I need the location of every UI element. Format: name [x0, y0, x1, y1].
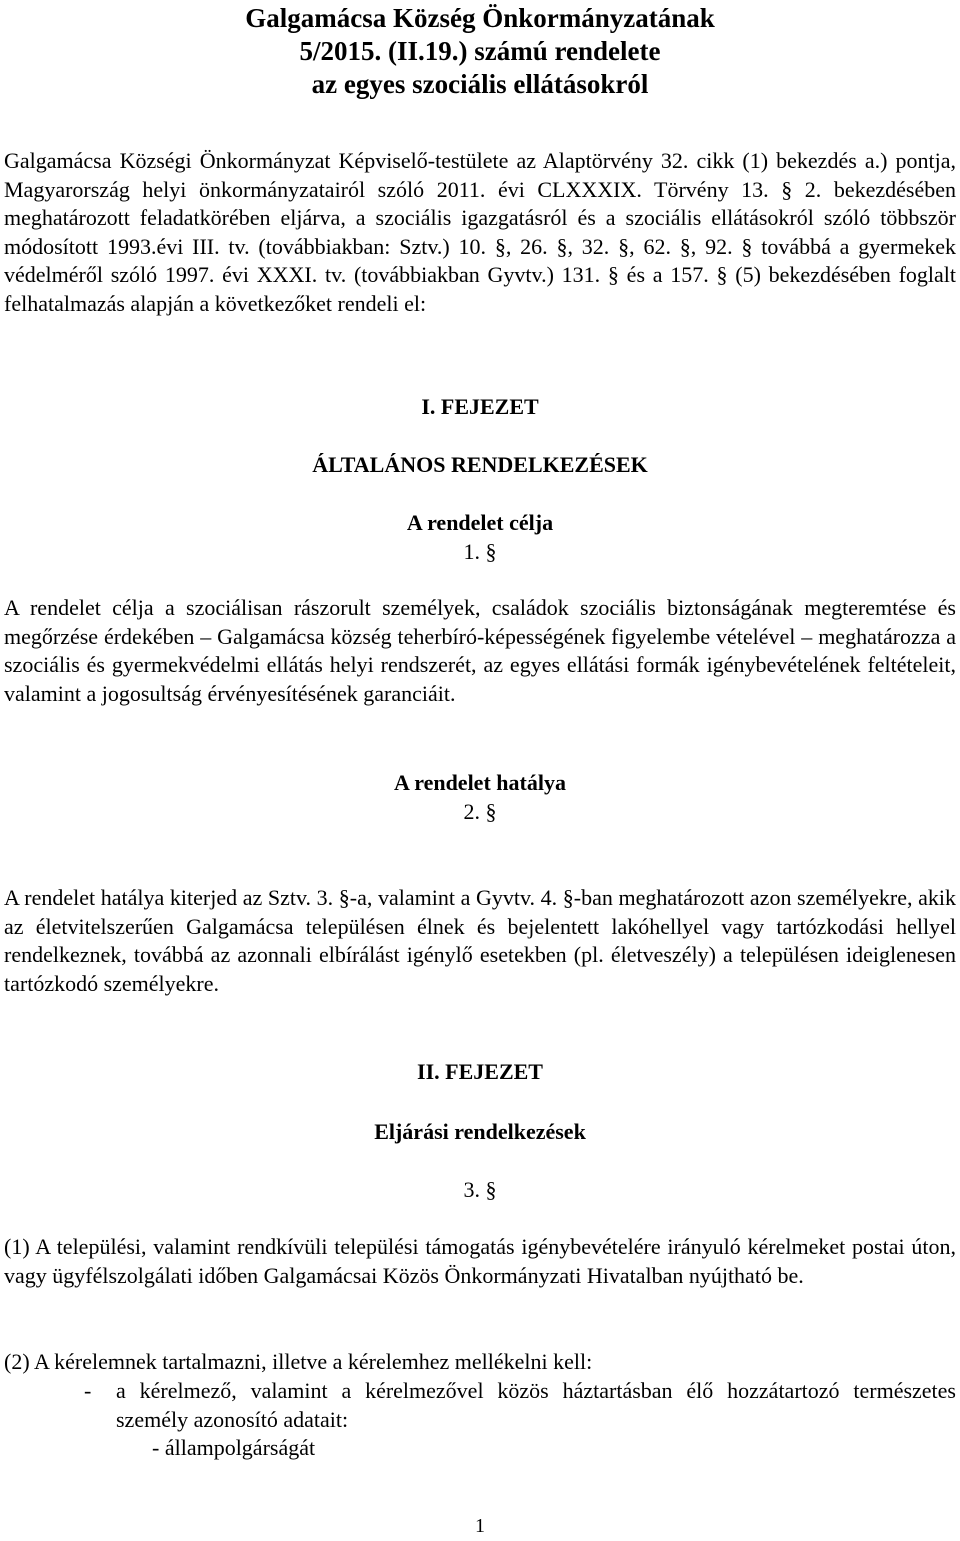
- section-2-heading: A rendelet hatálya: [394, 770, 566, 795]
- section-1-text: A rendelet célja a szociálisan rászorult személyek, családok szociális biztonságának megteremtése és megőrzése érdekében – Galgamácsa község teherbíró-képességének figyelembe vételével – meghatározza a szociális és gyermekvédelmi ellátás helyi rendszerét, az egyes ellátási formák igénybevételének feltételeit, valamint a jogosultság érvényesítésének garanciáit.: [4, 595, 956, 706]
- title-line-3: az egyes szociális ellátásokról: [311, 69, 649, 99]
- section-3-number: 3. §: [463, 1177, 497, 1202]
- section-3-para-2: (2) A kérelemnek tartalmazni, illetve a kérelemhez mellékelni kell:: [4, 1349, 593, 1374]
- chapter-2-label: II. FEJEZET: [417, 1059, 543, 1084]
- section-1-heading: A rendelet célja: [406, 510, 554, 535]
- list-dash: -: [84, 1378, 92, 1403]
- section-3-para-1: (1) A települési, valamint rendkívüli települési támogatás igénybevételére irányuló kérelmeket postai úton, vagy ügyfélszolgálati időben Galgamácsai Közös Önkormányzati Hivatalban nyújtható be.: [4, 1234, 956, 1288]
- chapter-1-label: I. FEJEZET: [421, 394, 539, 419]
- chapter-1-title: ÁLTALÁNOS RENDELKEZÉSEK: [312, 452, 648, 477]
- preamble: Galgamácsa Községi Önkormányzat Képviselő-testülete az Alaptörvény 32. cikk (1) bekezdés a.) pontja, Magyarország helyi önkormányzatairól szóló 2011. évi CLXXXIX. Törvény 13. § 2. bekezdésében meghatározott feladatkörében eljárva, a szociális igazgatásról és a szociális ellátásokról szóló többször módosított 1993.évi III. tv. (továbbiakban: Sztv.) 10. §, 26. §, 32. §, 62. §, 92. § továbbá a gyermekek védelméről szóló 1997. évi XXXI. tv. (továbbiakban Gyvtv.) 131. § és a 157. § (5) bekezdésében foglalt felhatalmazás alapján a következőket rendeli el:: [4, 148, 956, 316]
- title-line-2: 5/2015. (II.19.) számú rendelete: [299, 36, 661, 66]
- list-sub-item: - állampolgárságát: [152, 1435, 316, 1460]
- title-line-1: Galgamácsa Község Önkormányzatának: [245, 3, 715, 33]
- page-number: 1: [475, 1515, 485, 1537]
- section-2-number: 2. §: [463, 799, 497, 824]
- section-1-number: 1. §: [463, 539, 497, 564]
- document-page: [4, 0, 956, 1541]
- section-2-text: A rendelet hatálya kiterjed az Sztv. 3. §-a, valamint a Gyvtv. 4. §-ban meghatározott azon személyekre, akik az életvitelszerűen Galgamácsa településen élnek és bejelentett lakóhellyel vagy tartózkodási hellyel rendelkeznek, továbbá az azonnali elbírálást igénylő esetekben (pl. életveszély) a településen ideiglenesen tartózkodó személyekre.: [4, 885, 956, 996]
- document-title: [4, 2, 956, 101]
- list-item: a kérelmező, valamint a kérelmezővel közös háztartásban élő hozzátartozó természetes személy azonosító adatait:: [116, 1378, 956, 1432]
- chapter-2-title: Eljárási rendelkezések: [374, 1119, 586, 1144]
